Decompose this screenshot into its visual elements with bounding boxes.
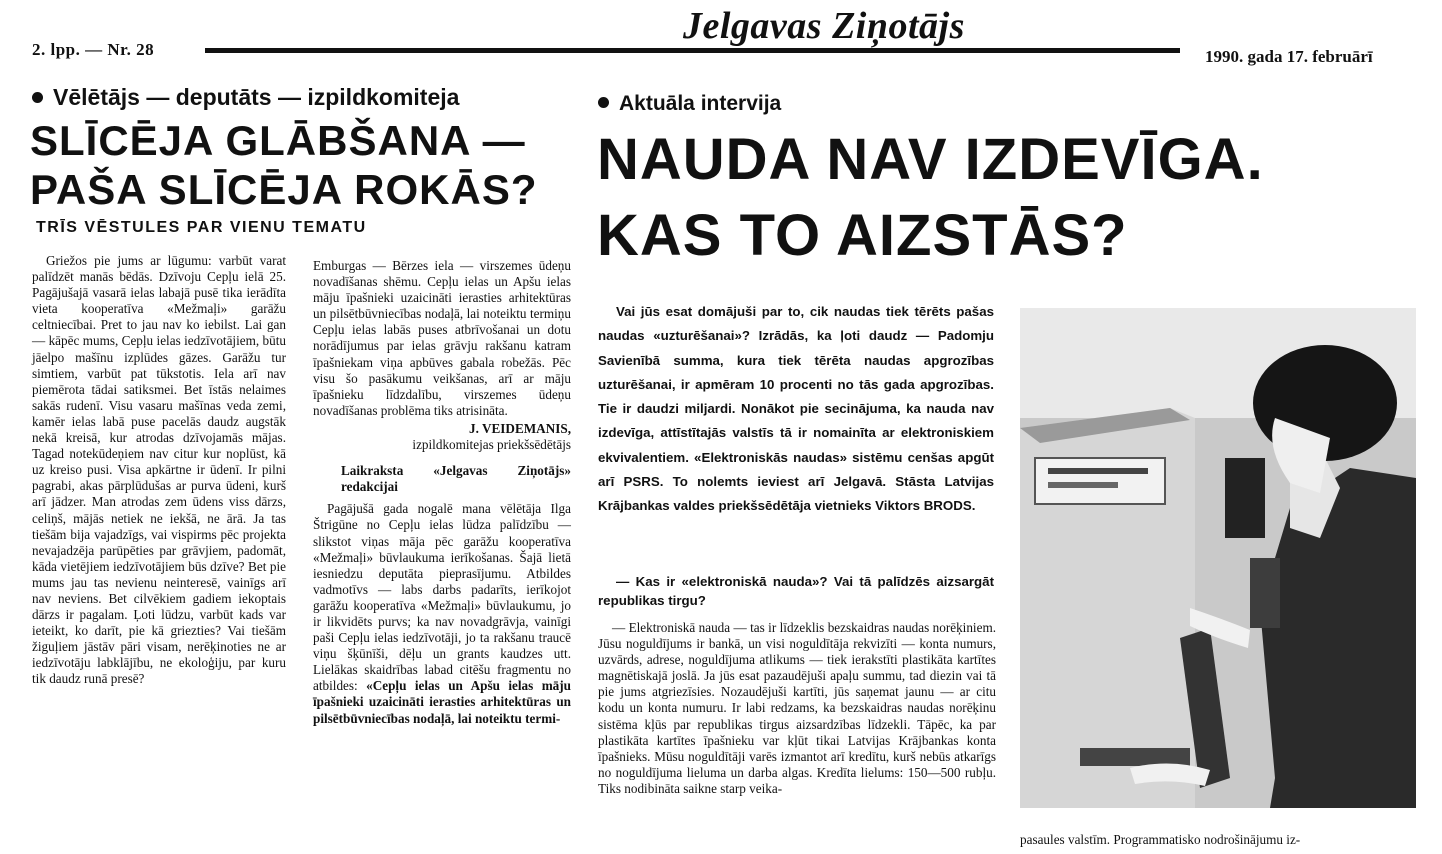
interview-answer: [598, 620, 996, 797]
left-headline: [30, 116, 570, 214]
deputy-letter-text: Pagājušā gada nogalē mana vēlētāja Ilga Štrigūne no Cepļu ielas lūdza palīdzību — slikstot viņas māja pēc garāžu kooperatīva «Mežmaļi» būvlaukuma ierīkošanas. Šajā lietā iesniedzu deputāta pieprasījumu. Atbildes vadmotīvs — labs darbs padarīts, ierīkojot garāžu kooperatīva «Mežmaļi» būvlaukumu, jo ir likvidēts purvs; ka nav novadgrāvja, vainīgi paši Cepļu ielas iedzīvotāji, jo ta rakšanu traucē viņu šķūnīši, dēļu un grants kaudzes utt. Lielākas skaidrības labad citēšu fragmentu no atbildes:: [313, 501, 571, 694]
bullet-icon: [598, 97, 609, 108]
answer-text: — Elektroniskā nauda — tas ir līdzeklis bezskaidras naudas norēķiniem. Jūsu noguldījums ir bankā, un visi noguldītāja rekvizīti — konta numurs, uzvārds, adrese, noguldījuma atlikums — tiek ierakstīti plastikāta kartītes magnētiskajā joslā. Ja jūs esat pazaudējuši apaļu summu, tad diezin vai tā pie jums atgriezīsies. Nozaudējuši kartīti, jūs saņemat jaunu — ar citu kodu un konta numuru. Ir labi redzams, ka bezskaidras naudas norēķinu sistēma kļūs par republikas tirgus aizsardzības līdzekli. Tāpēc, ka par plastikāta kartītes īpašnieku var kļūt tikai Latvijas Krājbankas konta īpašnieks. Mūsu noguldītāji varēs izmantot arī kredītu, kurš nebūs atkarīgs no noguldījuma lieluma un darba algas. Kredīta lielums: 150—500 rubļu. Tiks nodibināta saikne starp veika-: [598, 620, 996, 796]
issue-date: 1990. gada 17. februārī: [1205, 47, 1373, 66]
page-reference: 2. lpp. — Nr. 28: [32, 40, 155, 59]
left-kicker-text: Vēlētājs — deputāts — izpildkomiteja: [53, 84, 460, 110]
left-article-column-2: [313, 258, 571, 727]
left-article-column-1: [32, 253, 286, 688]
deputy-letter-quote: «Cepļu ielas un Apšu ielas māju īpašnieki uzaicināti ierasties arhitektūras un pilsētbūvniecības nodaļā, lai noteiktu termi-: [313, 678, 571, 726]
right-headline-line-2: KAS TO AIZSTĀS?: [597, 203, 1128, 268]
intro-text: Vai jūs esat domājuši par to, cik naudas tiek tērēts pašas naudas «uzturēšanai»? Izrādās, ka ļoti daudz — Padomju Savienībā summa, kura tiek tērēta naudas apgrozības uzturēšanai, ir apmēram 10 procenti no tās gada apgrozības. Tie ir daudzi miljardi. Nonākot pie secinājuma, ka nauda nav izdevīga, attīstītajās valstīs tā ir nomainīta ar elektroniskiem ekvivalentiem. «Elektroniskās naudas» sistēmu cenšas apgūt arī PSRS. To nolemts ieviest arī Jelgavā. Stāsta Latvijas Krājbankas valdes priekšsēdētāja vietnieks Viktors BRODS.: [598, 304, 994, 514]
bullet-icon: [32, 92, 43, 103]
left-headline-line-1: SLĪCĒJA GLĀBŠANA —: [30, 117, 526, 164]
interview-question: — Kas ir «elektroniskā nauda»? Vai tā palīdzēs aizsargāt republikas tirgu?: [598, 574, 994, 608]
right-headline: [597, 122, 1417, 274]
letter-text: Griežos pie jums ar lūgumu: varbūt varat palīdzēt manās bēdās. Dzīvoju Cepļu ielā 25. Pagājušajā vasarā ielas labajā pusē tika ierādīta vieta kooperatīva «Mežmaļi» garāžu celtniecībai. Pret to jau nav ko iebilst. Lai gan — kāpēc mums, Cepļu ielas iedzīvotājiem, būtu jāelpo mašīnu izplūdes gāzes. Garāžu tur simtiem, varbūt pat tūkstotis. Iela arī nav piemērota tādai satiksmei. Bet īstās nelaimes sakās rudenī. Visu vasaru mašīnas veda zemi, kamēr ielas labā puse pacelās daudz augstāk nekā kreisā, kur atrodas dzīvojamās mājas. Tagad notekūdeņiem nav citur kur noplūst, kā uz kreiso pusi. Visa apkārtne ir ūdenī. Ir pilni pagrabi, akas pārplūdušas ar purva ūdeni, kurš arī jādzer. Man atrodas zem ūdens viss dārzs, celiņš, mājās netiek ne iekšā, ne ārā. Ja tas tiešām bija vajadzīgs, vai vispirms pēc projekta nevajadzēja parūpēties par grāvjiem, padomāt, kāda vietējiem iedzīvotājiem būs dzīve? Bet pie mums jau tas nevienu neinteresē, vainīgs arī nav neviens. Bet cilvēkiem gadiem iekoptais dārzs ir pagalam. Ļoti lūdzu, varbūt kads var ieteikt, ko darīt, pie kā griezties? Vai tiešām žiguļiem jāstāv pāri visam, nerēķinoties ne ar iedzīvotāju labklājību, ne ekoloģiju, par kuru tik daudz runā presē?: [32, 253, 286, 687]
signature-name: J. VEIDEMANIS,: [469, 420, 571, 436]
left-headline-line-2: PAŠA SLĪCĒJA ROKĀS?: [30, 166, 538, 213]
reply-text: Emburgas — Bērzes iela — virszemes ūdeņu novadīšanas shēmu. Cepļu ielas un Apšu ielas māju īpašnieki uzaicināti ierasties arhitektūras un pilsētbūvniecības nodaļā, lai noteiktu termiņu Cepļu ielas labās puses atbrīvošanai un dotu norādījumus par ielas grāvju rakšanu katram īpašniekam viņa apbūves gabala robežās. Pēc visu šo pasākumu veikšanas, arī ar māju īpašnieku līdzdalību, virszemes ūdeņu novadīšanas problēma tiks atrisināta.: [313, 258, 571, 418]
right-kicker-text: Aktuāla intervija: [619, 92, 782, 115]
left-kicker: [32, 84, 459, 111]
deputy-letter: [313, 501, 571, 726]
newspaper-masthead: Jelgavas Ziņotājs: [683, 5, 965, 47]
bottom-right-text: pasaules valstīm. Programmatisko nodrošinājumu iz-: [1020, 832, 1301, 847]
signature-title: izpildkomitejas priekšsēdētājs: [412, 437, 571, 453]
right-headline-line-1: NAUDA NAV IZDEVĪGA.: [597, 127, 1264, 192]
interview-intro: [598, 300, 994, 519]
masthead-rule: [205, 48, 1180, 53]
woman-at-terminal-photo: [1020, 308, 1416, 808]
right-kicker: [598, 92, 781, 116]
left-subhead: TRĪS VĒSTULES PAR VIENU TEMATU: [36, 219, 367, 236]
section-heading: Laikraksta «Jelgavas Ziņotājs» redakcijai: [341, 463, 571, 495]
